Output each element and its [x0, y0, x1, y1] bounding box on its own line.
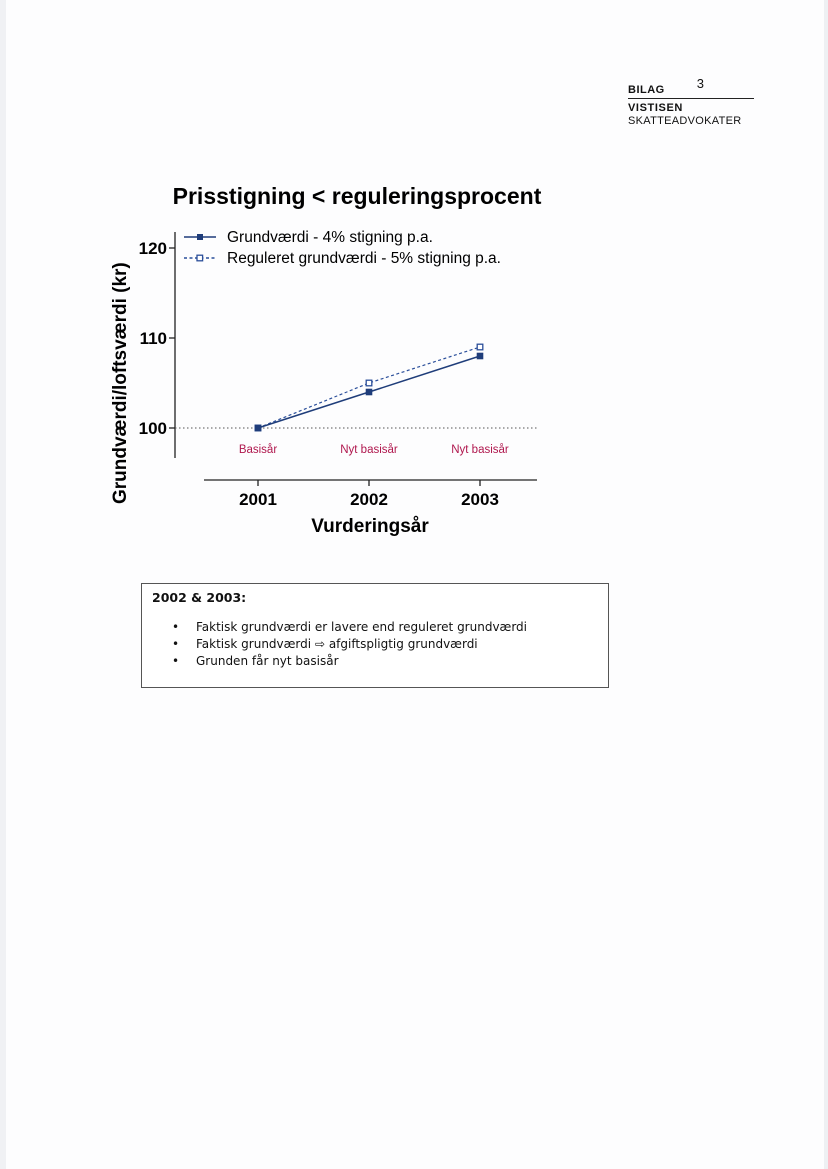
basis-year-annotation: Basisår [238, 444, 278, 456]
note-item-text: Faktisk grundværdi er lavere end reguleret grundværdi [196, 620, 528, 634]
x-tick-label: 2001 [239, 490, 277, 509]
list-item [172, 619, 598, 636]
x-tick-label: 2003 [461, 490, 499, 509]
note-list [152, 619, 598, 670]
note-heading: 2002 & 2003: [152, 590, 247, 605]
chart-title: Prisstigning < reguleringsprocent [172, 183, 542, 209]
y-tick-label: 100 [138, 419, 167, 438]
y-axis-label: Grundværdi/loftsværdi (kr) [110, 262, 131, 504]
note-item-text: afgiftspligtig grundværdi [328, 637, 478, 651]
data-point [366, 389, 372, 395]
basis-year-annotation: Nyt basisår [340, 444, 398, 456]
bullet-icon: • [172, 654, 180, 668]
list-item [172, 653, 598, 670]
data-point [255, 425, 261, 431]
y-tick-label: 120 [138, 239, 167, 258]
legend-label: Grundværdi - 4% stigning p.a. [227, 229, 433, 246]
bullet-icon: • [172, 620, 180, 634]
list-item [172, 636, 598, 653]
bilag-row [628, 76, 754, 99]
arrow-right-icon: ⇨ [314, 637, 325, 651]
note-item-text: Grunden får nyt basisår [196, 654, 339, 668]
chart-axes [139, 232, 537, 509]
x-tick-label: 2002 [350, 490, 388, 509]
bilag-number: 3 [696, 76, 704, 91]
legend-marker [197, 234, 203, 240]
bullet-icon: • [172, 637, 180, 651]
x-axis-label: Vurderingsår [311, 516, 429, 537]
note-box [141, 583, 609, 688]
note-item-text: Faktisk grundværdi [196, 637, 312, 651]
chart-legend [184, 229, 501, 267]
line-chart [0, 170, 828, 550]
chart-series [255, 344, 483, 431]
legend-marker [197, 255, 203, 261]
legend-label: Reguleret grundværdi - 5% stigning p.a. [227, 250, 501, 267]
data-point [366, 380, 372, 386]
letterhead [628, 76, 754, 127]
bilag-label: BILAG [628, 84, 665, 96]
firm-name: VISTISEN [628, 102, 683, 114]
data-point [477, 344, 483, 350]
y-tick-label: 110 [139, 329, 167, 348]
series-line [258, 347, 480, 428]
basis-year-annotation: Nyt basisår [451, 444, 509, 456]
data-point [477, 353, 483, 359]
firm-subtitle: SKATTEADVOKATER [628, 115, 742, 127]
